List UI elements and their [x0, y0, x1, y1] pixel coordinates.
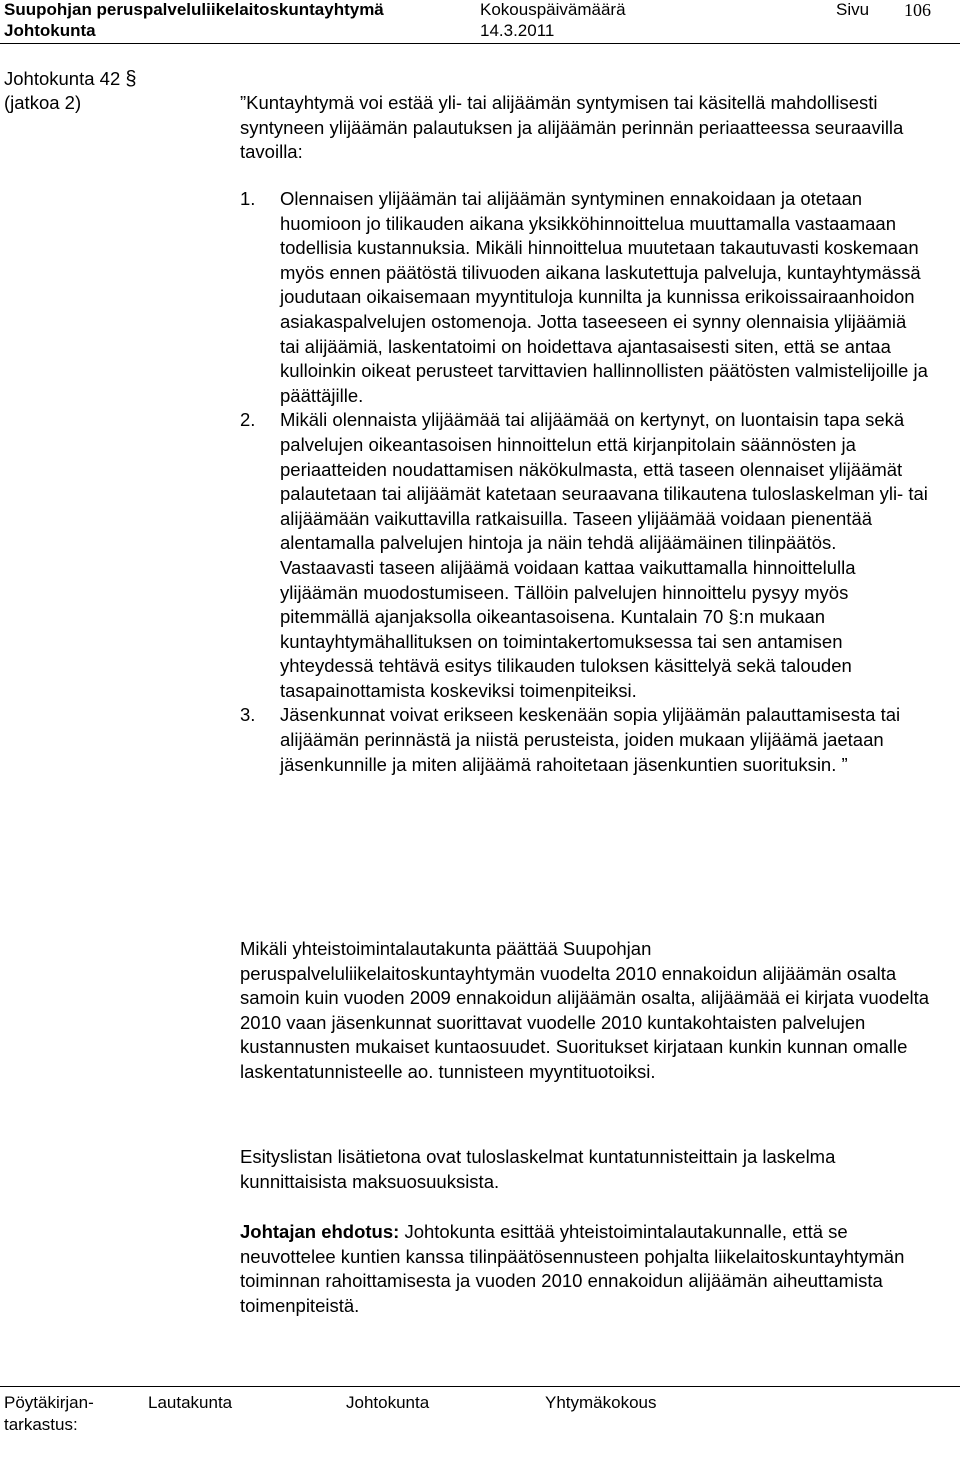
- list-item-text: Mikäli olennaista ylijäämää tai alijäämää on kertynyt, on luontaisin tapa sekä palvelujen oikeantasoisen hinnoittelun että kirjanpitolain säännösten ja periaatteiden noudattamisen näkökulmasta, että taseen olennaiset ylijäämät palautetaan tai alijäämät katetaan seuraavana tilikautena tuloslaskelman yli- tai alijäämään vaikuttavilla ratkaisuilla. Taseen ylijäämää voidaan pienentää alentamalla palvelujen hintoja ja näin tehdä alijäämäinen tilinpäätös. Vastaavasti taseen alijäämä voidaan kattaa vaikuttamalla hinnoittelulla ylijäämän muodostumiseen. Tällöin palvelujen hinnoittelu pysyy myös pitemmällä ajanjaksolla oikeantasoisena. Kuntalain 70 §:n mukaan kuntayhtymähallituksen on toimintakertomuksessa tai sen antamisen yhteydessä tehtävä esitys tilikauden tuloksen käsittelyä sekä talouden tasapainottamista koskeviksi toimenpiteiksi.: [280, 409, 928, 701]
- proposal-paragraph: [240, 1220, 930, 1318]
- body-name: Johtokunta: [4, 21, 96, 40]
- section-continuation: (jatkoa 2): [4, 92, 82, 113]
- footer-label-line2: tarkastus:: [4, 1415, 78, 1434]
- list-item-text: Olennaisen ylijäämän tai alijäämän syntyminen ennakoidaan ja otetaan huomioon jo tilikauden aikana yksikköhinnoittelua muuttamalla vastaamaan todellisia kustannuksia. Mikäli hinnoittelua muutetaan takautuvasti koskemaan myös ennen päätöstä tilivuoden aikana laskutettuja palveluja, kuntayhtymässä joudutaan oikaisemaan myyntituloja kunnilta ja kunnissa erikoissairaanhoidon asiakaspalvelujen ostomenoja. Jotta taseeseen ei synny olennaisia ylijäämiä tai alijäämiä, laskentatoimi on hoidettava ajantasaisesti siten, että se antaa kulloinkin oikeat perusteet tarvittavien hallinnollisten päätösten valmistelijoille ja päättäjille.: [280, 188, 928, 406]
- list-item: [240, 187, 930, 408]
- organization-name: Suupohjan peruspalveluliikelaitoskuntayhtymä: [4, 0, 384, 19]
- list-item-number: 2.: [240, 409, 256, 431]
- section-reference: [4, 67, 137, 91]
- section-title: Johtokunta 42: [4, 68, 121, 89]
- list-item-number: 1.: [240, 188, 256, 209]
- date-label: Kokouspäivämäärä: [480, 0, 626, 19]
- intro-paragraph: ”Kuntayhtymä voi estää yli- tai alijäämän syntymisen tai käsitellä mahdollisesti syntyneen ylijäämän palautuksen ja alijäämän perinnän periaatteessa seuraavilla tavoilla:: [240, 92, 904, 163]
- section-sign: §: [125, 68, 137, 90]
- proposal-label: Johtajan ehdotus:: [240, 1221, 400, 1242]
- attachment-paragraph: Esityslistan lisätietona ovat tuloslaskelmat kuntatunnisteittain ja laskelma kunnittaisista maksuosuuksista.: [240, 1146, 836, 1192]
- footer-directorate-column: Johtokunta: [346, 1393, 430, 1412]
- list-item-number: 3.: [240, 704, 256, 726]
- footer-rule: [0, 1386, 960, 1387]
- decision-paragraph: Mikäli yhteistoimintalautakunta päättää Suupohjan peruspalveluliikelaitoskuntayhtymän vuodelta 2010 ennakoidun alijäämän osalta samoin kuin vuoden 2009 ennakoidun alijäämän osalta, alijäämää ei kirjata vuodelta 2010 vaan jäsenkunnat suorittavat vuodelle 2010 kuntakohtaisten palvelujen kustannusten mukaiset kuntaosuudet. Suoritukset kirjataan kunkin kunnan omalle laskentatunnisteelle ao. tunnisteen myyntituotoiksi.: [240, 938, 930, 1082]
- list-item: [240, 408, 930, 703]
- footer-assembly-column: Yhtymäkokous: [545, 1393, 657, 1412]
- meeting-date: 14.3.2011: [480, 21, 555, 40]
- proposal-text: Johtokunta esittää yhteistoimintalautakunnalle, että se neuvottelee kuntien kanssa tilinpäätösennusteen pohjalta liikelaitoskuntayhtymän toiminnan rahoittamisesta ja vuoden 2010 ennakoidun alijäämän aiheuttamista toimenpiteistä.: [240, 1221, 905, 1316]
- footer-board-column: Lautakunta: [148, 1393, 233, 1412]
- page-number: 106: [904, 0, 931, 20]
- footer-review-label: [4, 1392, 94, 1436]
- header-rule: [0, 43, 960, 44]
- numbered-list: [240, 187, 930, 777]
- footer-label-line1: Pöytäkirjan-: [4, 1393, 94, 1412]
- list-item: [240, 703, 930, 777]
- list-item-text: Jäsenkunnat voivat erikseen keskenään sopia ylijäämän palauttamisesta tai alijäämän perinnästä ja niistä perusteista, joiden mukaan ylijäämä jaetaan jäsenkunnille ja miten alijäämä rahoitetaan jäsenkuntien suorituksin. ”: [280, 704, 901, 775]
- page-label: Sivu: [836, 0, 870, 19]
